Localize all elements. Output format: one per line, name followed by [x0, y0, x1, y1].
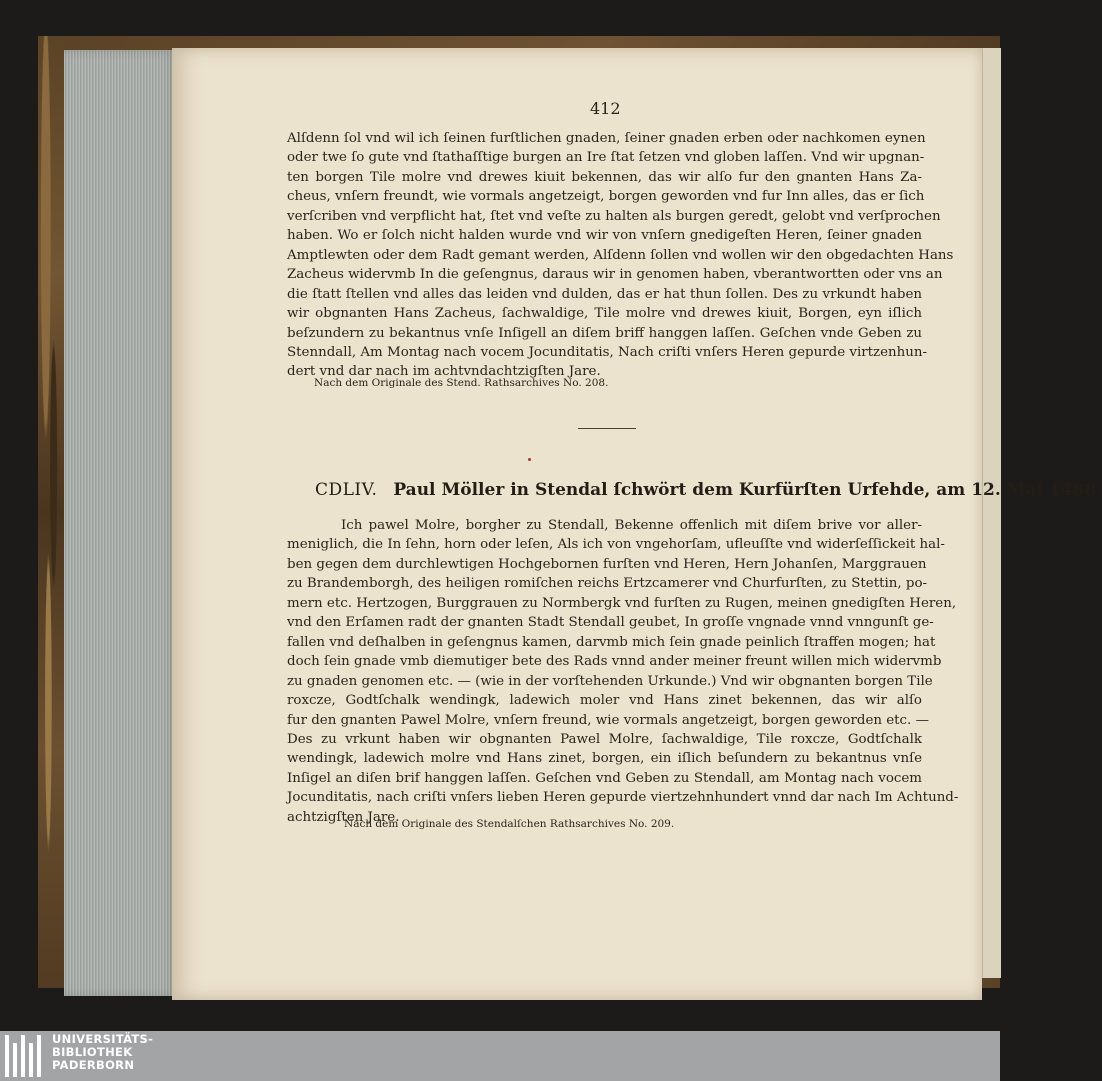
marbled-board	[38, 36, 64, 988]
text-line: zu gnaden genomen etc. — (wie in der vorſtehenden Urkunde.) Vnd wir obgnanten borgen Tile	[287, 673, 933, 689]
facing-page-edge	[982, 48, 1001, 978]
text-line: Alſdenn ſol vnd wil ich ſeinen furſtlichen gnaden, ſeiner gnaden erben oder nachkomen eynen	[287, 131, 926, 146]
text-line: ten borgen Tile molre vnd drewes kiuit bekennen, das wir alſo fur den gnanten Hans Za-	[287, 169, 922, 185]
text-line: Inſigel an diſen brif hanggen laſſen. Geſchen vnd Geben zu Stendall, am Montag nach vocem	[287, 770, 922, 786]
section-text	[287, 516, 959, 827]
source-note: Nach dem Originale des Stendalſchen Rathsarchives No. 209.	[344, 818, 675, 830]
section-heading	[315, 480, 1102, 500]
text-line: Jocunditatis, nach criſti vnſers lieben Heren gepurde viertzehnhundert vnnd dar nach Im Achtund-	[287, 790, 959, 806]
text-line: Zacheus widervmb In die geſengnus, daraus wir in genomen haben, vberantwortten oder vns an	[287, 267, 943, 283]
text-line: wendingk, ladewich molre vnd Hans zinet, borgen, ein iſlich beſundern zu bekantnus vnſe	[287, 751, 922, 767]
text-line: mern etc. Hertzogen, Burggrauen zu Normbergk vnd furſten zu Rugen, meinen gnedigſten Heren,	[287, 595, 957, 611]
text-line: ben gegen dem durchlewtigen Hochgebornen furſten vnd Heren, Hern Johanſen, Marggrauen	[287, 556, 927, 572]
source-note: Nach dem Originale des Stend. Rathsarchives No. 208.	[314, 377, 609, 389]
text-line: zu Brandemborgh, des heiligen romiſchen reichs Ertzcamerer vnd Churfurſten, zu Stettin, po-	[287, 576, 928, 592]
text-line: dert vnd dar nach im achtvndachtzigſten Jare.	[287, 364, 601, 380]
library-logo-icon	[3, 1035, 45, 1077]
text-line: Amptlewten oder dem Radt gemant werden, Alſdenn ſollen vnd wollen wir den obgedachten Hans	[287, 247, 954, 263]
text-line: cheus, vnſern freundt, wie vormals angetzeigt, borgen geworden vnd fur Inn alles, das er ſich	[287, 189, 925, 205]
text-line: fallen vnd deſhalben in geſengnus kamen, darvmb mich ſein gnade peinlich ſtraffen mogen; hat	[287, 634, 936, 650]
ink-dot	[528, 458, 531, 461]
text-line: beſzundern zu bekantnus vnſe Inſigell an diſem briff hanggen laſſen. Geſchen vnde Geben zu	[287, 325, 922, 341]
library-name	[52, 1033, 153, 1072]
section-title: Paul Möller in Stendal ſchwört dem Kurfürſten Urfehde, am 12. Mai 1488.	[393, 480, 1102, 500]
text-line: oder twe ſo gute vnd ſtathaſſtige burgen an Ire ſtat ſetzen vnd globen laſſen. Vnd wir upgnan-	[287, 150, 925, 166]
text-line: fur den gnanten Pawel Molre, vnſern freund, wie vormals angetzeigt, borgen geworden etc. —	[287, 712, 929, 728]
text-line: Stenndall, Am Montag nach vocem Jocunditatis, Nach criſti vnſers Heren gepurde virtzenhun-	[287, 344, 928, 360]
text-line: verſcriben vnd verpflicht hat, ſtet vnd veſte zu halten als burgen geredt, gelobt vnd verſprochen	[287, 208, 941, 224]
text-line: Ich pawel Molre, borgher zu Stendall, Bekenne offenlich mit diſem brive vor aller-	[341, 518, 922, 533]
library-name-line: UNIVERSITÄTS-	[52, 1032, 154, 1046]
text-line: haben. Wo er ſolch nicht halden wurde vnd wir von vnſern gnedigeſten Heren, ſeiner gnaden	[287, 228, 922, 244]
text-line: Des zu vrkunt haben wir obgnanten Pawel Molre, ſachwaldige, Tile roxcze, Godtſchalk	[287, 731, 922, 747]
text-line: doch ſein gnade vmb diemutiger bete des Rads vnnd ander meiner freunt willen mich widervmb	[287, 654, 942, 670]
section-number: CDLIV.	[315, 480, 378, 500]
page-number: 412	[590, 99, 621, 118]
library-name-line: BIBLIOTHEK	[52, 1045, 133, 1059]
text-line: meniglich, die In ſehn, horn oder leſen, Als ich von vngehorſam, ufleuſſte vnd widerſeſſickeit hal-	[287, 537, 945, 553]
text-line: vnd den Erſamen radt der gnanten Stadt Stendall geubet, In groſſe vngnade vnnd vnngunſt ge-	[287, 615, 934, 631]
text-line: wir obgnanten Hans Zacheus, ſachwaldige, Tile molre vnd drewes kiuit, Borgen, eyn iſlich	[287, 306, 922, 322]
library-name-line: PADERBORN	[52, 1058, 135, 1072]
text-line: achtzigſten Jare.	[287, 809, 400, 825]
text-line: roxcze, Godtſchalk wendingk, ladewich moler vnd Hans zinet bekennen, das wir alſo	[287, 693, 922, 709]
section-divider	[578, 428, 636, 429]
text-line: die ſtatt ſtellen vnd alles das leiden vnd dulden, das er hat thun ſollen. Des zu vrkundt haben	[287, 286, 922, 302]
page-edges	[64, 50, 180, 996]
top-section-text	[287, 129, 954, 382]
